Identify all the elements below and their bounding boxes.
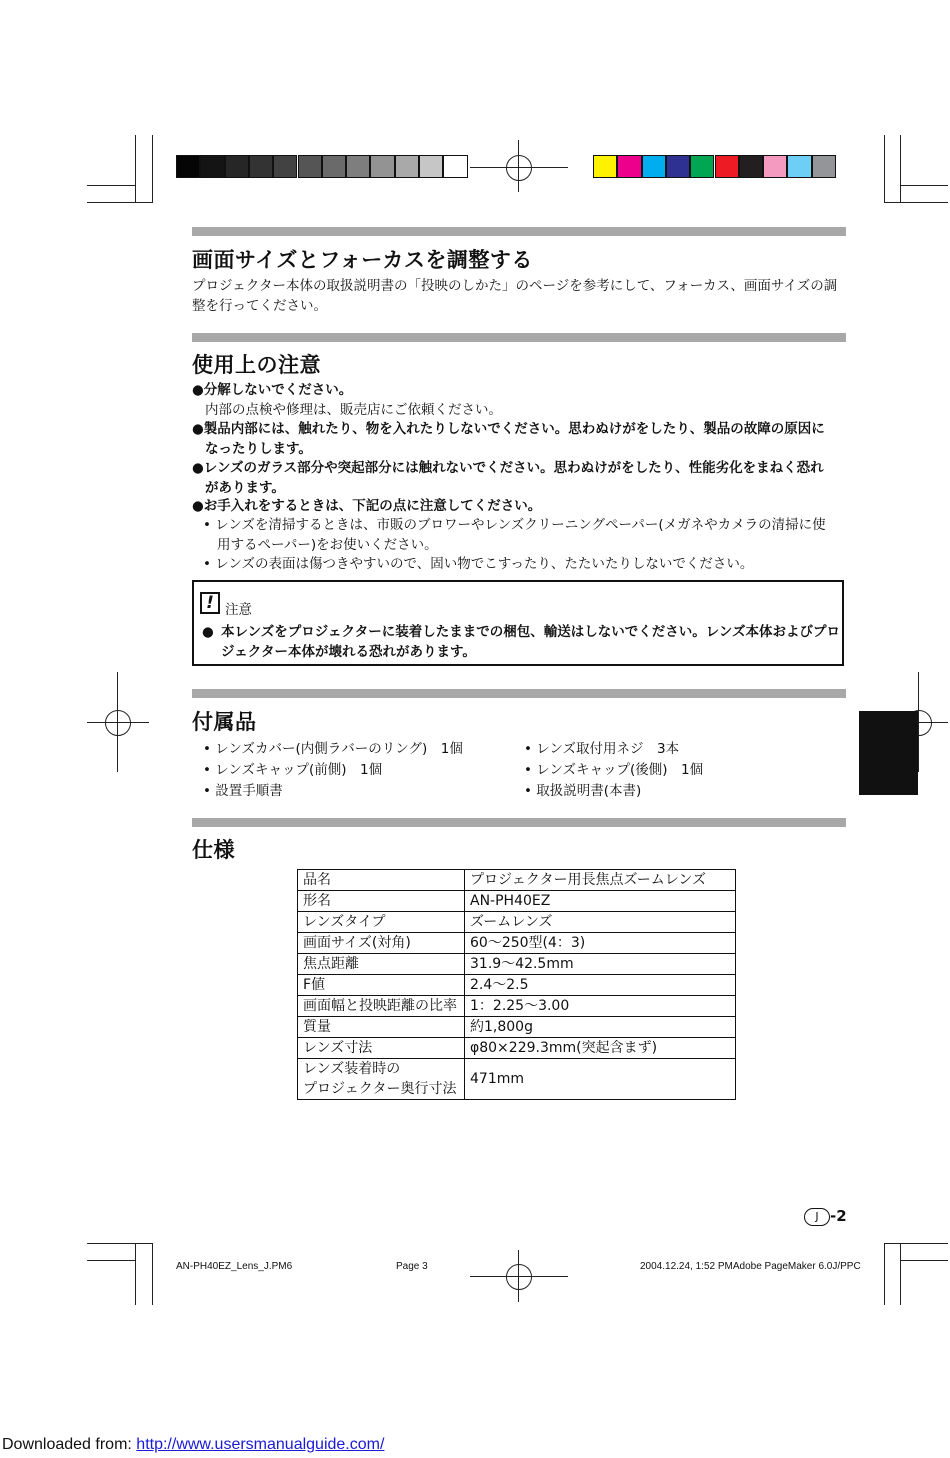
color-swatch [739, 155, 763, 178]
spec-key-line: レンズ装着時の [303, 1061, 401, 1077]
table-row [298, 954, 736, 975]
footer-meta: 2004.12.24, 1:52 PMAdobe PageMaker 6.0J/PPC [640, 1261, 861, 1272]
download-link[interactable]: http://www.usersmanualguide.com/ [136, 1436, 385, 1453]
spec-key: 形名 [298, 891, 465, 912]
accessory-item: • レンズカバー(内側ラバーのリング) 1個 [203, 741, 463, 757]
accessory-item: • レンズ取付用ネジ 3本 [524, 741, 680, 757]
accessories-list-left [203, 739, 463, 802]
focus-line-1: プロジェクター本体の取扱説明書の「投映のしかた」のページを参考にして、フォーカス、画面サイズの調 [192, 278, 838, 294]
section-rule [192, 333, 846, 342]
spec-key: レンズタイプ [298, 912, 465, 933]
accessory-item: • 設置手順書 [203, 783, 283, 799]
caution-text [221, 622, 840, 662]
color-swatch [763, 155, 787, 178]
caution-line-2: ジェクター本体が壊れる恐れがあります。 [221, 644, 476, 660]
color-swatch [787, 155, 811, 178]
precaution-item [192, 420, 825, 459]
spec-key [298, 1059, 465, 1100]
precaution-subitem [203, 555, 753, 575]
precaution-text: ●レンズのガラス部分や突起部分には触れないでください。思わぬけがをしたり、性能劣化をまねく恐れ [192, 460, 824, 476]
gray-swatch [225, 155, 249, 178]
precaution-text: ●分解しないでください。 [192, 382, 353, 398]
spec-key: F値 [298, 975, 465, 996]
color-swatch [617, 155, 641, 178]
table-row [298, 870, 736, 891]
spec-key: 焦点距離 [298, 954, 465, 975]
spec-value: φ80×229.3mm(突起含まず) [465, 1038, 736, 1059]
spec-key: 画面サイズ(対角) [298, 933, 465, 954]
section-heading-precautions: 使用上の注意 [192, 353, 321, 377]
precaution-item [192, 459, 824, 498]
gray-swatch [249, 155, 273, 178]
spec-key: 質量 [298, 1017, 465, 1038]
spec-value: プロジェクター用長焦点ズームレンズ [465, 870, 736, 891]
color-swatch [642, 155, 666, 178]
color-swatch [812, 155, 836, 178]
spec-key-line: プロジェクター奥行寸法 [303, 1081, 457, 1097]
accessory-item: • レンズキャップ(後側) 1個 [524, 762, 704, 778]
accessory-item: • レンズキャップ(前側) 1個 [203, 762, 383, 778]
color-swatch [690, 155, 714, 178]
table-row [298, 996, 736, 1017]
precaution-text: ●お手入れをするときは、下記の点に注意してください。 [192, 498, 542, 514]
caution-line-1: 本レンズをプロジェクターに装着したままでの梱包、輸送はしないでください。レンズ本体およびプロ [221, 624, 840, 640]
spec-value: ズームレンズ [465, 912, 736, 933]
table-row [298, 1059, 736, 1100]
focus-paragraph [192, 277, 837, 316]
gray-swatch [273, 155, 297, 178]
table-row [298, 912, 736, 933]
precaution-text: 内部の点検や修理は、販売店にご依頼ください。 [205, 401, 502, 418]
section-rule [192, 689, 846, 698]
color-swatch [593, 155, 617, 178]
gray-swatch [443, 155, 467, 178]
gray-swatch [298, 155, 322, 178]
spec-value: 31.9～42.5mm [465, 954, 736, 975]
page-letter-badge: J [804, 1208, 830, 1226]
table-row [298, 933, 736, 954]
section-rule [192, 818, 846, 827]
gray-swatch [322, 155, 346, 178]
spec-value: 471mm [465, 1059, 736, 1100]
spec-value: 1：2.25～3.00 [465, 996, 736, 1017]
section-heading-accessories: 付属品 [192, 710, 257, 734]
table-row [298, 1038, 736, 1059]
gray-swatch [370, 155, 394, 178]
accessories-list-right [524, 739, 703, 802]
section-heading-specs: 仕様 [192, 838, 235, 862]
table-row [298, 891, 736, 912]
gray-swatch [200, 155, 224, 178]
spec-key: レンズ寸法 [298, 1038, 465, 1059]
footer-filename: AN-PH40EZ_Lens_J.PM6 [176, 1261, 293, 1272]
gray-swatch [419, 155, 443, 178]
gray-swatch [176, 155, 200, 178]
gray-swatch [395, 155, 419, 178]
precaution-text: なったりします。 [205, 440, 312, 457]
section-rule [192, 227, 846, 236]
subitem-text: • レンズを清掃するときは、市販のブロワーやレンズクリーニングペーパー(メガネやカメラの清掃に使 [203, 517, 826, 533]
chapter-tab [859, 711, 918, 795]
precaution-text: ●製品内部には、触れたり、物を入れたりしないでください。思わぬけがをしたり、製品の故障の原因に [192, 421, 825, 437]
caution-box [192, 580, 844, 666]
table-row [298, 1017, 736, 1038]
precaution-item [192, 497, 541, 517]
precaution-item [192, 381, 502, 420]
gray-swatch [346, 155, 370, 178]
accessory-item: • 取扱説明書(本書) [524, 783, 642, 799]
spec-value: 約1,800g [465, 1017, 736, 1038]
spec-table [297, 869, 736, 1100]
spec-value: AN-PH40EZ [465, 891, 736, 912]
caution-label: 注意 [225, 602, 252, 618]
precaution-text: があります。 [205, 479, 285, 496]
spec-key: 品名 [298, 870, 465, 891]
download-notice [2, 1436, 384, 1454]
download-prefix: Downloaded from: [2, 1436, 137, 1453]
spec-value: 60～250型(4：3) [465, 933, 736, 954]
spec-key: 画面幅と投映距離の比率 [298, 996, 465, 1017]
page-number-suffix: -2 [830, 1207, 847, 1225]
color-swatch [715, 155, 739, 178]
precaution-subitem [203, 516, 826, 555]
section-heading-focus: 画面サイズとフォーカスを調整する [192, 248, 533, 272]
subitem-text: • レンズの表面は傷つきやすいので、固い物でこすったり、たたいたりしないでください。 [203, 556, 754, 572]
table-row [298, 975, 736, 996]
footer-page: Page 3 [396, 1261, 428, 1272]
color-swatch [666, 155, 690, 178]
caution-bullet: ● [202, 624, 214, 640]
page-number [804, 1207, 847, 1226]
focus-line-2: 整を行ってください。 [192, 297, 327, 314]
subitem-text: 用するペーパー)をお使いください。 [217, 536, 438, 553]
caution-exclamation-icon: ! [200, 592, 220, 614]
spec-value: 2.4～2.5 [465, 975, 736, 996]
